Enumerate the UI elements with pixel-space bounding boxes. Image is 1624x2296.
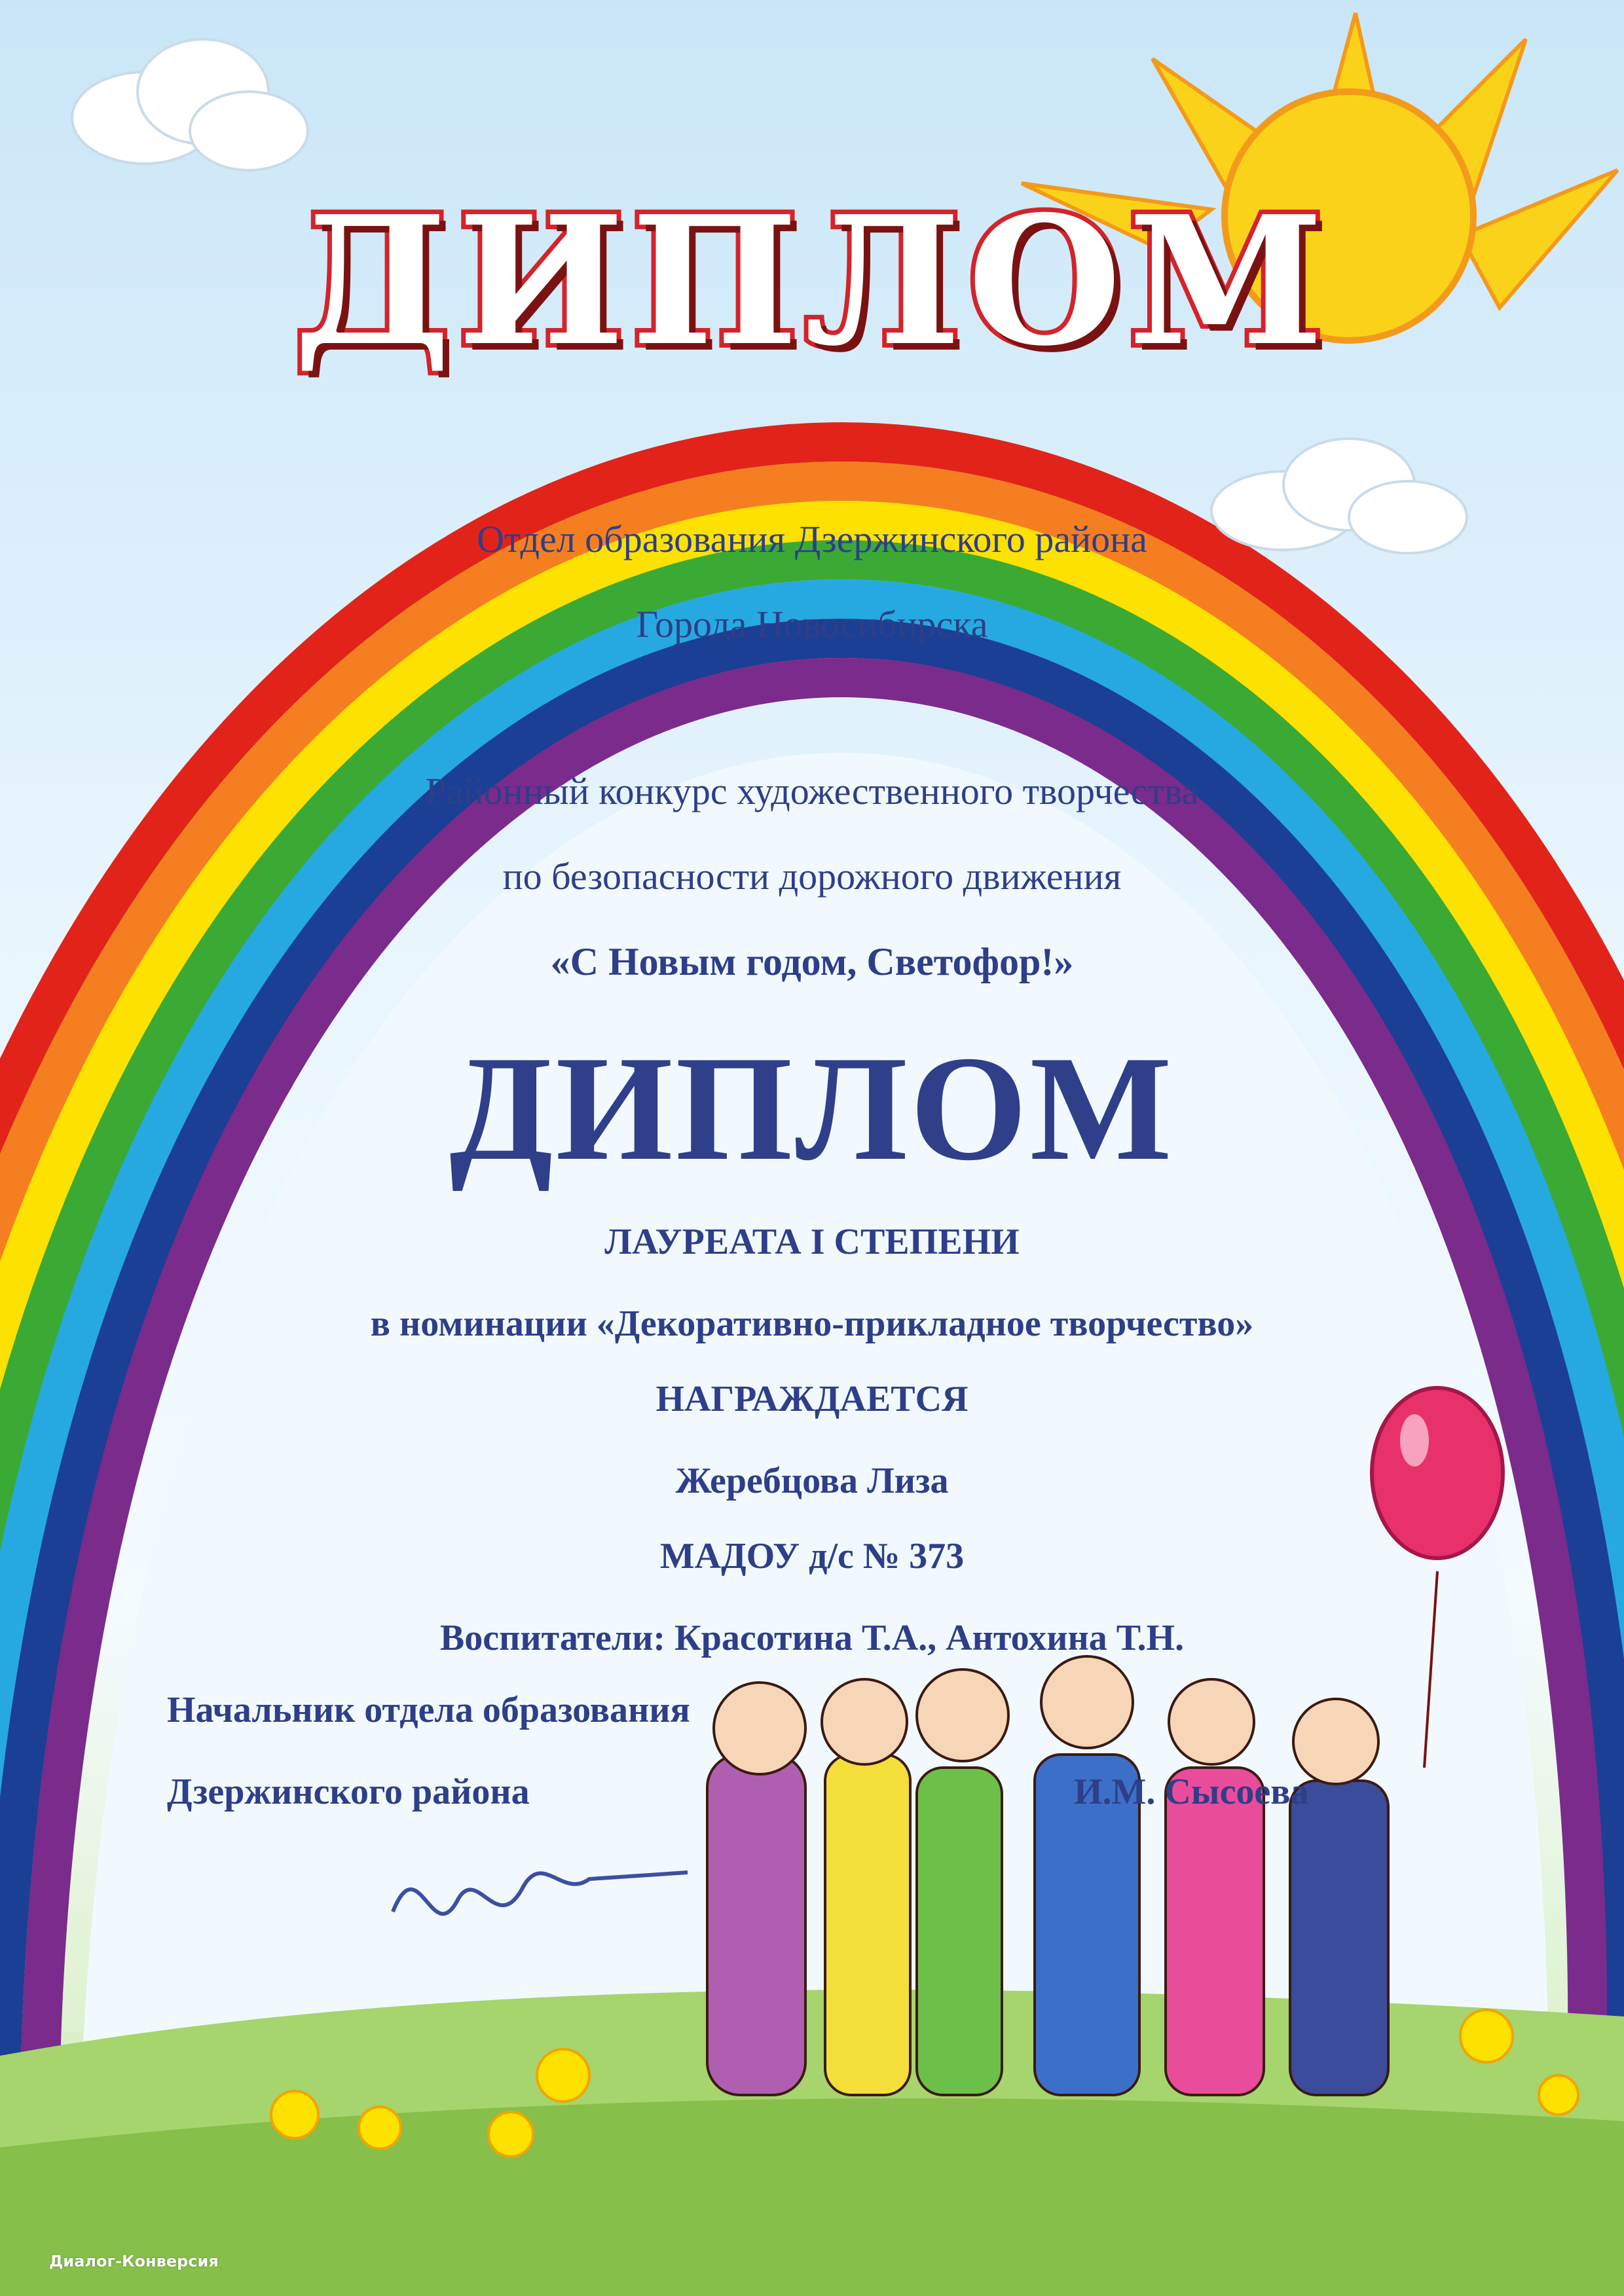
signatory-name: И.М. Сысоева bbox=[1074, 1772, 1309, 1812]
award-degree: ЛАУРЕАТА I СТЕПЕНИ bbox=[604, 1222, 1020, 1262]
publisher-footer: Диалог-Конверсия bbox=[49, 2252, 219, 2270]
contest-title: «С Новым годом, Светофор!» bbox=[550, 940, 1074, 983]
contest-line-1: Районный конкурс художественного творчества bbox=[425, 770, 1199, 812]
award-awarded: НАГРАЖДАЕТСЯ bbox=[655, 1379, 969, 1419]
organization-line-2: Города Новосибирска bbox=[636, 603, 988, 646]
award-teachers: Воспитатели: Красотина Т.А., Антохина Т.Н. bbox=[439, 1618, 1185, 1658]
award-institution: МАДОУ д/с № 373 bbox=[659, 1536, 965, 1576]
organization-line-1: Отдел образования Дзержинского района bbox=[477, 518, 1147, 560]
signature-line-1: Начальник отдела образования bbox=[167, 1690, 690, 1730]
award-nomination: в номинации «Декоративно-прикладное творчество» bbox=[370, 1303, 1254, 1344]
signature-line-2: Дзержинского района bbox=[167, 1772, 530, 1812]
award-heading: ДИПЛОМ bbox=[449, 1025, 1175, 1192]
award-recipient: Жеребцова Лиза bbox=[675, 1461, 949, 1501]
banner-title: ДИПЛОМ bbox=[293, 177, 1331, 385]
contest-line-2: по безопасности дорожного движения bbox=[502, 855, 1122, 898]
